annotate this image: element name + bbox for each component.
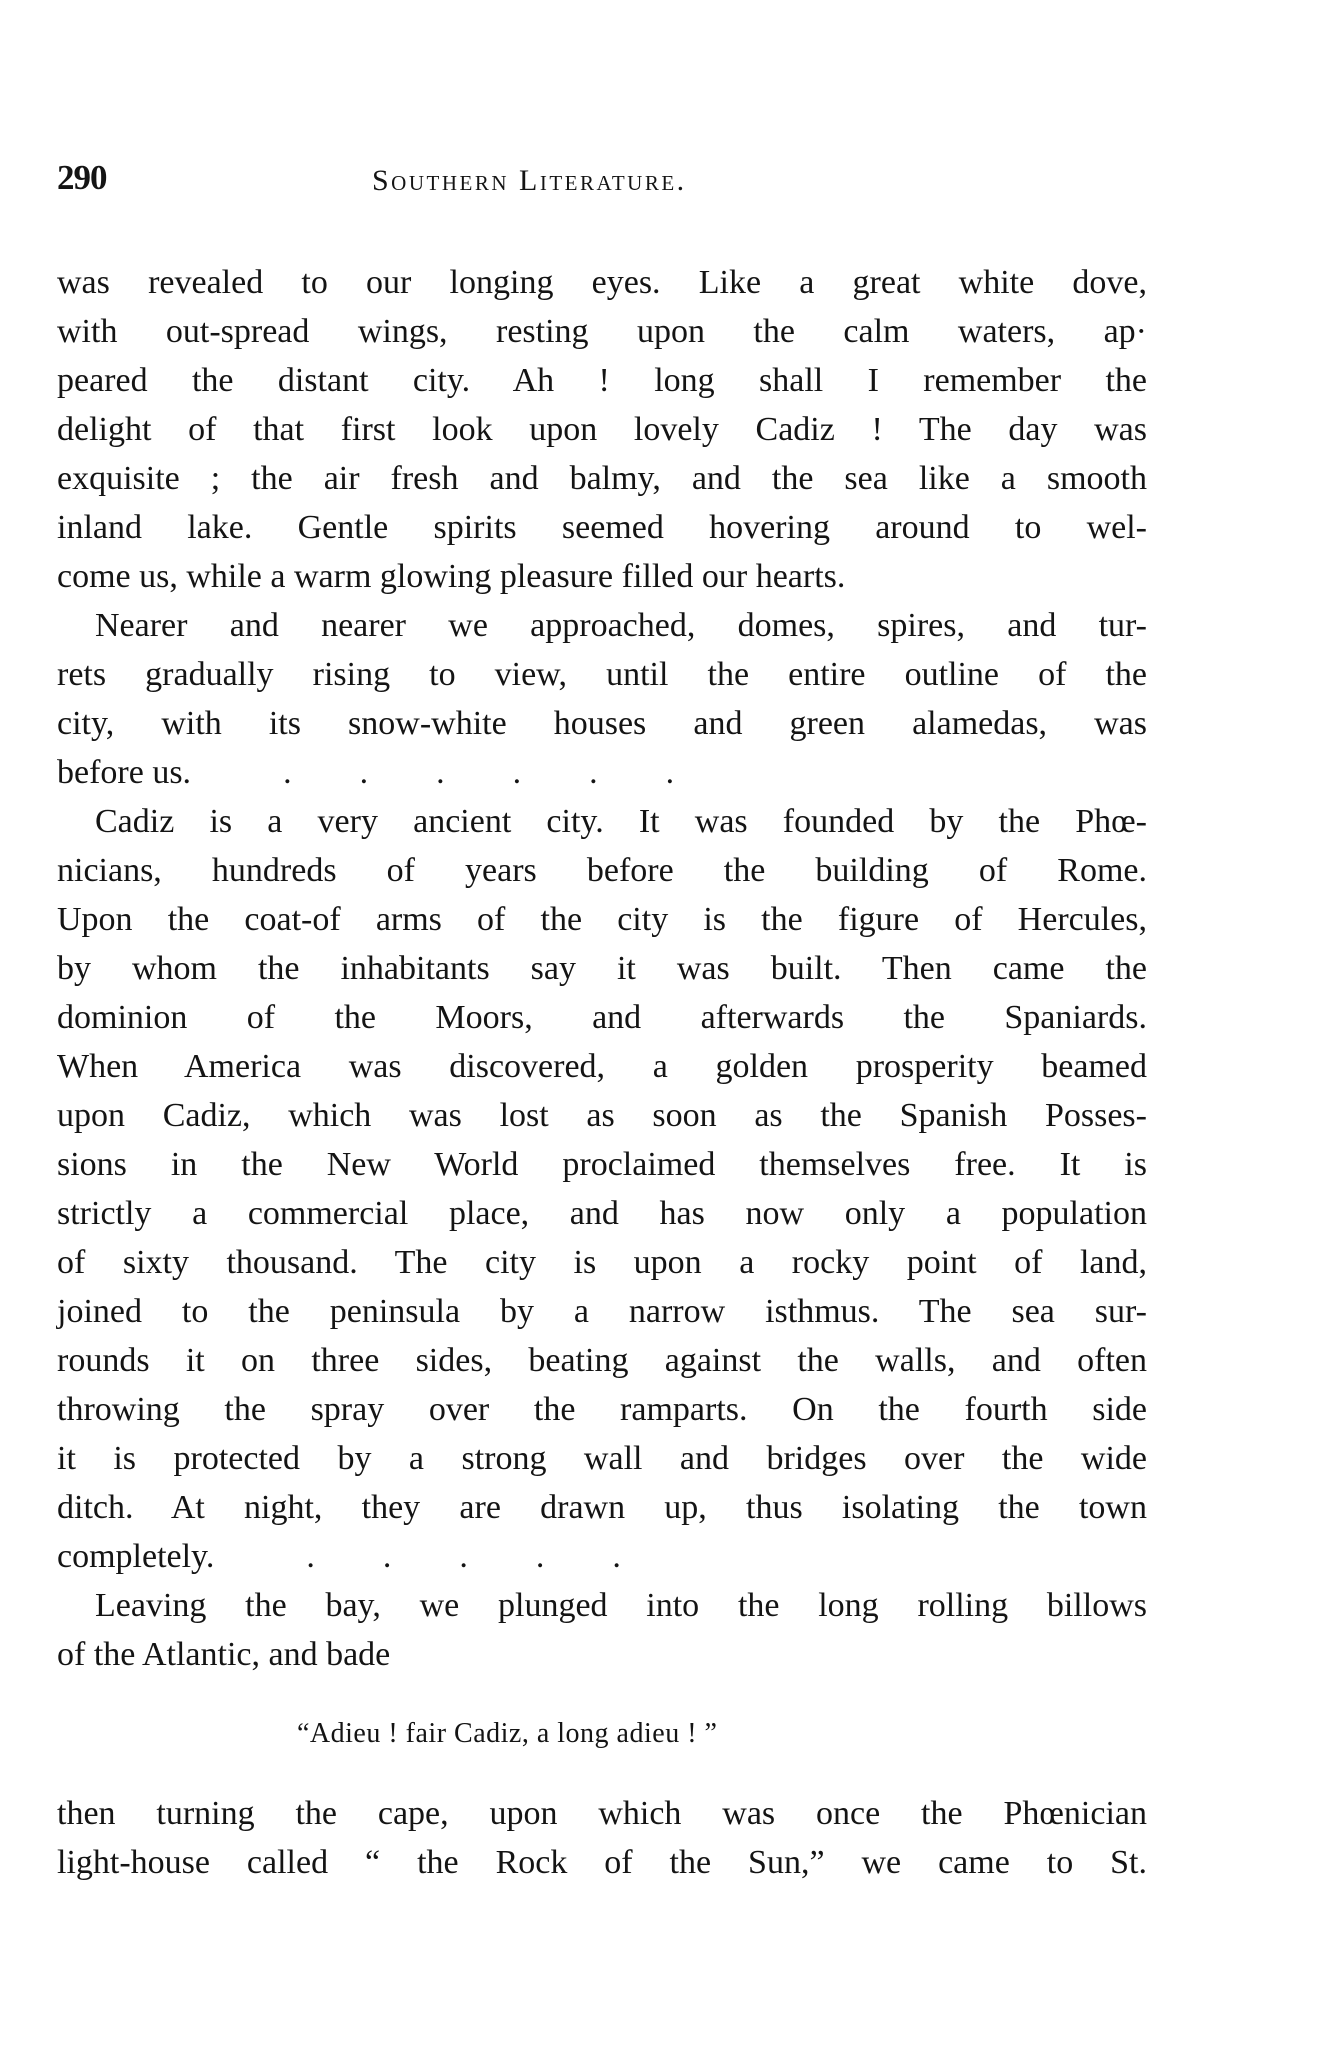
text-line: throwing the spray over the ramparts. On the fourth side bbox=[57, 1391, 1147, 1428]
text-line: completely. bbox=[57, 1538, 215, 1575]
text-line: delight of that first look upon lovely Cadiz ! The day was bbox=[57, 411, 1147, 448]
text-line: of the Atlantic, and bade bbox=[57, 1636, 391, 1673]
text-line-with-ellipsis bbox=[57, 748, 1147, 797]
text-line: light-house called “ the Rock of the Sun,” we came to St. bbox=[57, 1844, 1147, 1881]
page-number: 290 bbox=[57, 158, 107, 197]
text-line: rounds it on three sides, beating against the walls, and often bbox=[57, 1342, 1147, 1379]
text-line: it is protected by a strong wall and bridges over the wide bbox=[57, 1440, 1147, 1477]
ellipsis-dots: . . . . . . bbox=[283, 754, 675, 791]
text-line: city, with its snow-white houses and green alamedas, was bbox=[57, 705, 1147, 742]
text-line: joined to the peninsula by a narrow isthmus. The sea sur- bbox=[57, 1293, 1147, 1330]
text-line: Leaving the bay, we plunged into the long rolling billows bbox=[95, 1587, 1147, 1624]
text-line: then turning the cape, upon which was once the Phœnician bbox=[57, 1795, 1147, 1832]
text-line: Nearer and nearer we approached, domes, spires, and tur- bbox=[95, 607, 1147, 644]
text-line: strictly a commercial place, and has now only a population bbox=[57, 1195, 1147, 1232]
running-title: Southern Literature. bbox=[372, 164, 687, 197]
ellipsis-dots: . . . . . bbox=[306, 1538, 621, 1575]
text-line: When America was discovered, a golden prosperity beamed bbox=[57, 1048, 1147, 1085]
text-line: Upon the coat-of arms of the city is the figure of Hercules, bbox=[57, 901, 1147, 938]
text-line: dominion of the Moors, and afterwards the Spaniards. bbox=[57, 999, 1147, 1036]
page-header bbox=[57, 158, 1147, 218]
text-line: with out-spread wings, resting upon the calm waters, ap· bbox=[57, 313, 1147, 350]
text-line: exquisite ; the air fresh and balmy, and the sea like a smooth bbox=[57, 460, 1147, 497]
text-line: sions in the New World proclaimed themselves free. It is bbox=[57, 1146, 1147, 1183]
text-line: of sixty thousand. The city is upon a rocky point of land, bbox=[57, 1244, 1147, 1281]
text-line: nicians, hundreds of years before the building of Rome. bbox=[57, 852, 1147, 889]
text-line: inland lake. Gentle spirits seemed hovering around to wel- bbox=[57, 509, 1147, 546]
text-line: rets gradually rising to view, until the entire outline of the bbox=[57, 656, 1147, 693]
text-line-with-ellipsis bbox=[57, 1532, 1147, 1581]
text-line: by whom the inhabitants say it was built. Then came the bbox=[57, 950, 1147, 987]
text-line: come us, while a warm glowing pleasure filled our hearts. bbox=[57, 558, 846, 595]
text-line: before us. bbox=[57, 754, 192, 791]
text-line: upon Cadiz, which was lost as soon as the Spanish Posses- bbox=[57, 1097, 1147, 1134]
text-line: was revealed to our longing eyes. Like a great white dove, bbox=[57, 264, 1147, 301]
quotation: “Adieu ! fair Cadiz, a long adieu ! ” bbox=[297, 1718, 718, 1749]
text-line: ditch. At night, they are drawn up, thus isolating the town bbox=[57, 1489, 1147, 1526]
body-text bbox=[57, 258, 1147, 1887]
text-line: peared the distant city. Ah ! long shall I remember the bbox=[57, 362, 1147, 399]
text-line: Cadiz is a very ancient city. It was founded by the Phœ- bbox=[95, 803, 1147, 840]
